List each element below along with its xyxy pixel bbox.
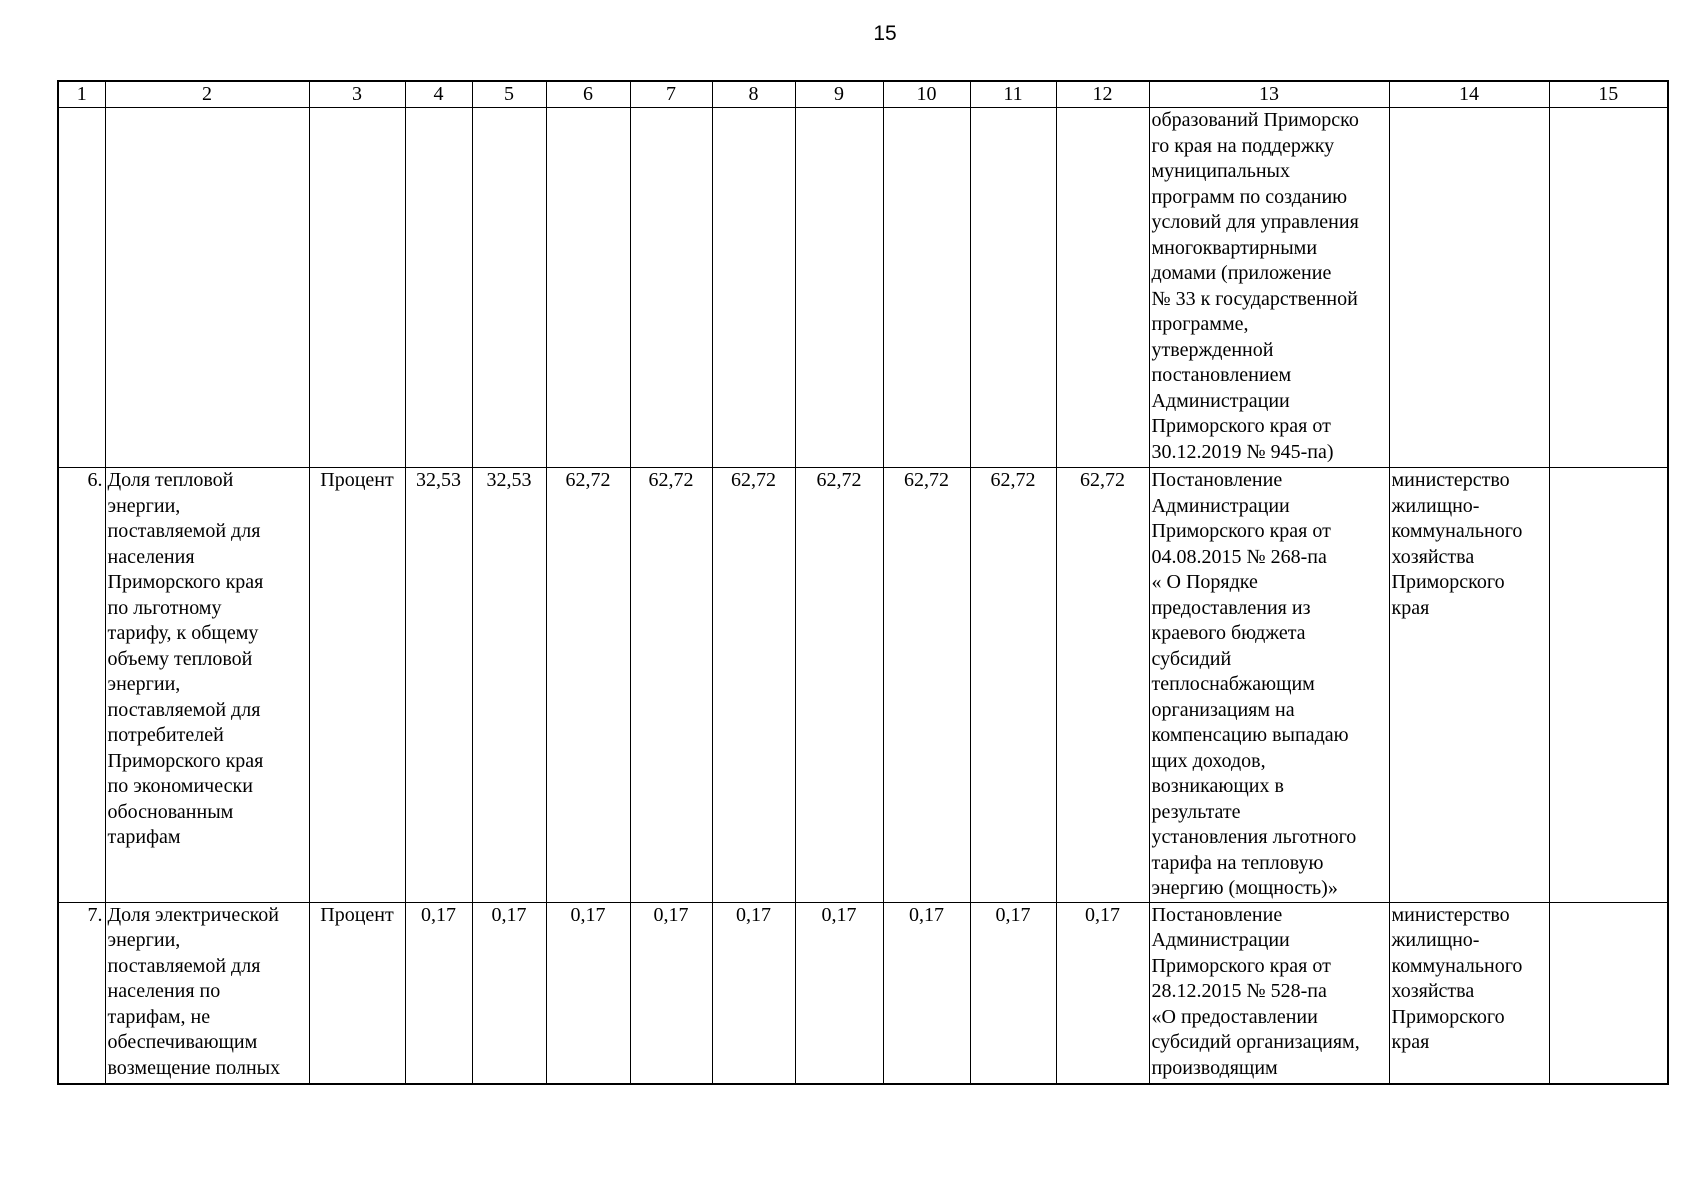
value-cell: 62,72 bbox=[883, 468, 970, 903]
value-cell bbox=[795, 108, 883, 468]
value-cell: 0,17 bbox=[630, 902, 712, 1084]
header-cell: 13 bbox=[1149, 81, 1389, 108]
value-cell: 62,72 bbox=[795, 468, 883, 903]
value-cell: 0,17 bbox=[970, 902, 1056, 1084]
header-cell: 14 bbox=[1389, 81, 1549, 108]
value-cell bbox=[712, 108, 795, 468]
value-cell: 62,72 bbox=[630, 468, 712, 903]
row-number bbox=[58, 108, 105, 468]
document-cell: Постановление Администрации Приморского края от 04.08.2015 № 268-па « О Порядке предоставления из краевого бюджета субсидий теплоснабжающим организациям на компенсацию выпадаю щих доходов, возникающих в результате установления льготного тарифа на тепловую энергию (мощность)» bbox=[1149, 468, 1389, 903]
document-cell: Постановление Администрации Приморского края от 28.12.2015 № 528-па «О предоставлении субсидий организациям, производящим bbox=[1149, 902, 1389, 1084]
document-cell: образований Приморско го края на поддержку муниципальных программ по созданию условий для управления многоквартирными домами (приложение № 33 к государственной программе, утвержденной постановлением Администрации Приморского края от 30.12.2019 № 945-па) bbox=[1149, 108, 1389, 468]
header-cell: 10 bbox=[883, 81, 970, 108]
value-cell: 0,17 bbox=[883, 902, 970, 1084]
header-cell: 15 bbox=[1549, 81, 1668, 108]
header-cell: 7 bbox=[630, 81, 712, 108]
header-cell: 5 bbox=[472, 81, 546, 108]
value-cell: 0,17 bbox=[795, 902, 883, 1084]
responsible-cell bbox=[1389, 108, 1549, 468]
value-cell: 62,72 bbox=[970, 468, 1056, 903]
note-cell bbox=[1549, 902, 1668, 1084]
unit-cell: Процент bbox=[309, 468, 405, 903]
value-cell bbox=[546, 108, 630, 468]
header-cell: 4 bbox=[405, 81, 472, 108]
header-cell: 6 bbox=[546, 81, 630, 108]
value-cell: 32,53 bbox=[472, 468, 546, 903]
header-cell: 1 bbox=[58, 81, 105, 108]
value-cell: 62,72 bbox=[1056, 468, 1149, 903]
value-cell: 0,17 bbox=[546, 902, 630, 1084]
header-cell: 8 bbox=[712, 81, 795, 108]
value-cell: 0,17 bbox=[405, 902, 472, 1084]
header-cell: 11 bbox=[970, 81, 1056, 108]
unit-cell: Процент bbox=[309, 902, 405, 1084]
header-cell: 12 bbox=[1056, 81, 1149, 108]
value-cell bbox=[1056, 108, 1149, 468]
note-cell bbox=[1549, 108, 1668, 468]
value-cell bbox=[970, 108, 1056, 468]
indicator-name bbox=[105, 108, 309, 468]
value-cell bbox=[630, 108, 712, 468]
value-cell bbox=[472, 108, 546, 468]
responsible-cell: министерство жилищно- коммунального хозяйства Приморского края bbox=[1389, 468, 1549, 903]
value-cell: 0,17 bbox=[472, 902, 546, 1084]
responsible-cell: министерство жилищно- коммунального хозяйства Приморского края bbox=[1389, 902, 1549, 1084]
header-cell: 2 bbox=[105, 81, 309, 108]
table-row bbox=[58, 108, 1668, 468]
indicator-name: Доля электрической энергии, поставляемой для населения по тарифам, не обеспечивающим возмещение полных bbox=[105, 902, 309, 1084]
value-cell: 32,53 bbox=[405, 468, 472, 903]
table-header-row bbox=[58, 81, 1668, 108]
row-number: 6. bbox=[58, 468, 105, 903]
row-number: 7. bbox=[58, 902, 105, 1084]
value-cell: 62,72 bbox=[546, 468, 630, 903]
header-cell: 3 bbox=[309, 81, 405, 108]
unit-cell bbox=[309, 108, 405, 468]
value-cell bbox=[405, 108, 472, 468]
indicators-table bbox=[57, 80, 1669, 1085]
table-row bbox=[58, 902, 1668, 1084]
value-cell: 0,17 bbox=[1056, 902, 1149, 1084]
header-cell: 9 bbox=[795, 81, 883, 108]
value-cell: 0,17 bbox=[712, 902, 795, 1084]
value-cell bbox=[883, 108, 970, 468]
page-number: 15 bbox=[873, 22, 897, 45]
note-cell bbox=[1549, 468, 1668, 903]
indicator-name: Доля тепловой энергии, поставляемой для населения Приморского края по льготному тарифу, к общему объему тепловой энергии, поставляемой для потребителей Приморского края по экономически обоснованным тарифам bbox=[105, 468, 309, 903]
value-cell: 62,72 bbox=[712, 468, 795, 903]
table-row bbox=[58, 468, 1668, 903]
